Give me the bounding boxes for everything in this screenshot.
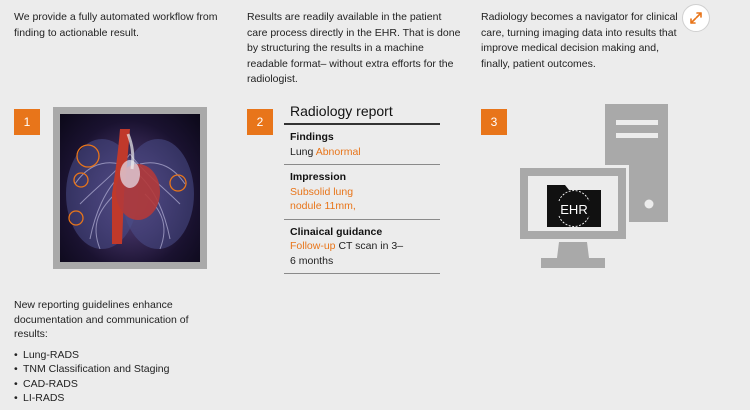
step-badge-2: 2	[247, 109, 273, 135]
report-guidance	[284, 220, 440, 275]
guidance-text: CT scan in 3–6 months	[290, 240, 404, 267]
intro-text-ehr: Results are readily available in the patient care process directly in the EHR. That is done by structuring the results in a machine readable format– without extra efforts for the radiologist.	[247, 11, 461, 85]
guideline-item: • CAD-RADS	[14, 377, 214, 392]
expand-button[interactable]	[682, 4, 710, 32]
impression-text: Subsolid lung nodule 11mm,	[290, 185, 356, 212]
step-badge-1: 1	[14, 109, 40, 135]
guideline-item: • LI-RADS	[14, 391, 214, 406]
impression-heading: Impression	[290, 171, 347, 183]
findings-highlight: Abnormal	[315, 145, 361, 158]
radiology-report	[284, 103, 440, 274]
lung-illustration	[60, 114, 200, 262]
intro-text-workflow: We provide a fully automated workflow from finding to actionable result.	[14, 11, 218, 39]
desktop-computer-icon	[515, 104, 675, 270]
findings-heading: Findings	[290, 131, 334, 143]
guidelines-list	[14, 348, 214, 406]
ct-lung-scan-image	[60, 114, 200, 262]
ehr-label: EHR	[560, 202, 588, 217]
report-findings	[284, 125, 440, 165]
report-title: Radiology report	[284, 103, 440, 125]
findings-prefix: Lung	[290, 145, 316, 158]
guideline-item: • TNM Classification and Staging	[14, 362, 214, 377]
guidance-highlight: Follow-up	[290, 240, 336, 252]
guidance-heading: Clinaical guidance	[290, 225, 383, 238]
intro-text-navigator: Radiology becomes a navigator for clinical care, turning imaging data into results that improve medical decision making and, finally, patient outcomes.	[481, 11, 678, 70]
guideline-item: • Lung-RADS	[14, 348, 214, 363]
guidelines-intro: New reporting guidelines enhance documentation and communication of results:	[14, 299, 189, 340]
report-impression	[284, 165, 440, 220]
guidelines-section	[14, 298, 214, 406]
expand-arrows-icon	[690, 12, 702, 24]
step-badge-3: 3	[481, 109, 507, 135]
ct-scan-image-frame	[53, 107, 207, 269]
